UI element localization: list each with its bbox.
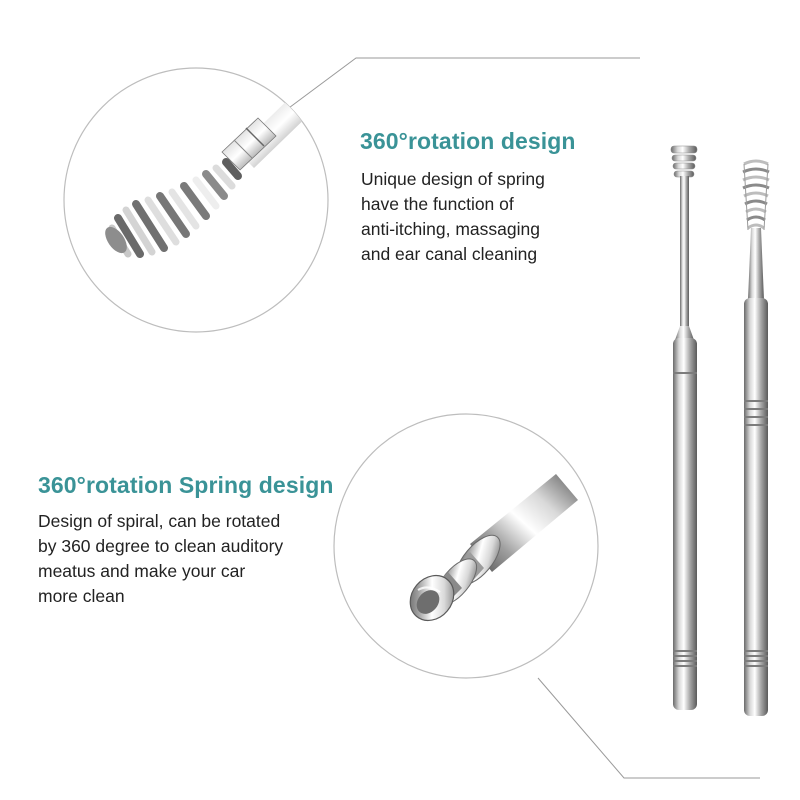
bottom-feature-description xyxy=(38,509,283,609)
spring-tip-closeup xyxy=(64,68,328,332)
top-feature-title: 360°rotation design xyxy=(360,128,576,154)
top-leader-line xyxy=(270,58,640,122)
scoop-tip-closeup xyxy=(334,414,598,678)
bottom-feature-line: meatus and make your car xyxy=(38,561,246,581)
ear-pick-spring xyxy=(743,161,769,716)
bottom-leader-line xyxy=(538,678,760,778)
bottom-feature-line: by 360 degree to clean auditory xyxy=(38,536,284,556)
top-feature-description xyxy=(361,167,545,267)
bottom-feature-line: Design of spiral, can be rotated xyxy=(38,511,281,531)
top-feature-line: anti-itching, massaging xyxy=(361,219,540,239)
bottom-feature-title: 360°rotation Spring design xyxy=(38,472,334,498)
top-feature-line: and ear canal cleaning xyxy=(361,244,538,264)
ear-pick-scoop xyxy=(671,146,697,710)
bottom-feature-line: more clean xyxy=(38,586,125,606)
top-feature-line: Unique design of spring xyxy=(361,169,545,189)
top-feature-line: have the function of xyxy=(361,194,514,214)
